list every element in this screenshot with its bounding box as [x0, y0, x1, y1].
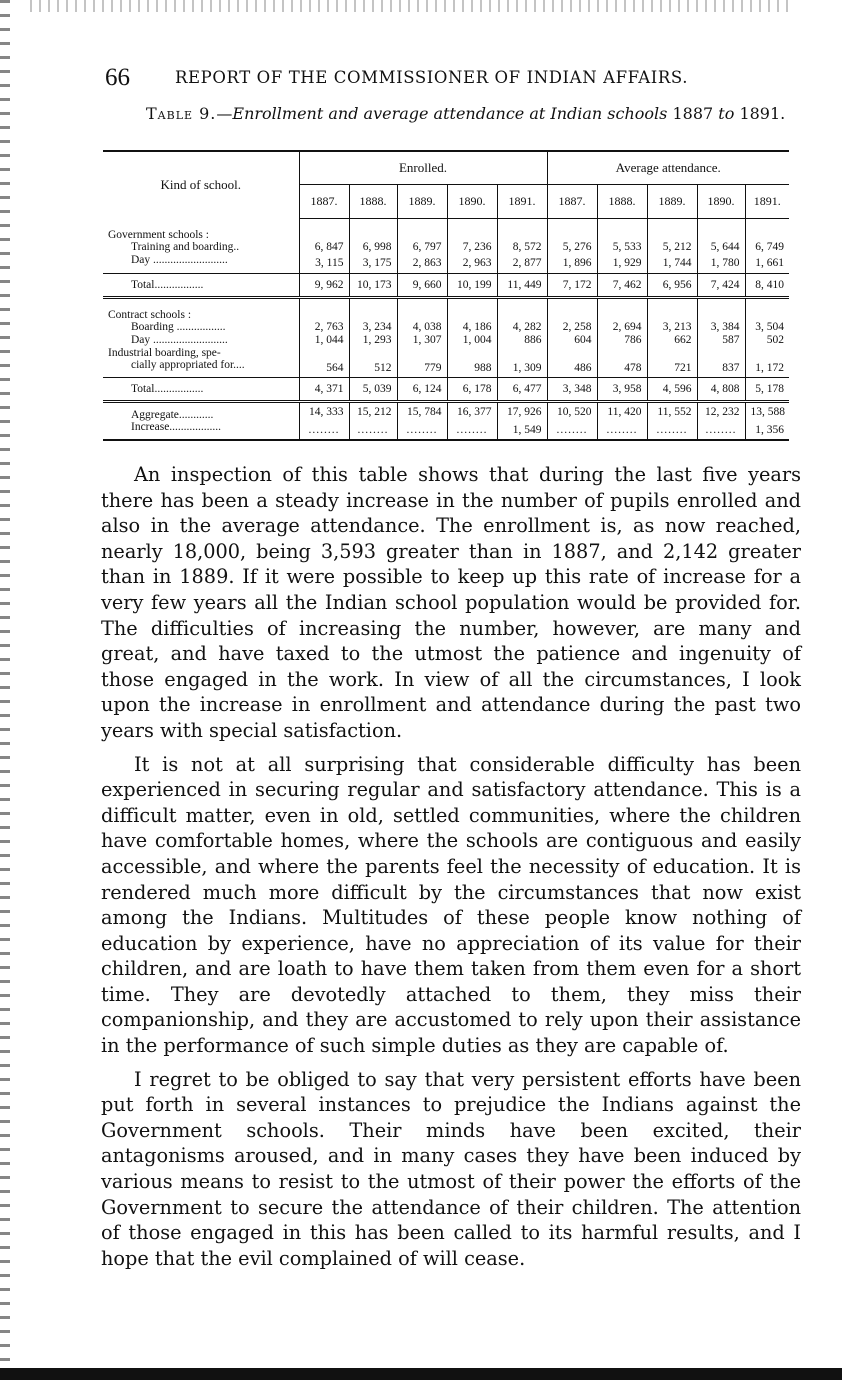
table-cell	[745, 219, 789, 241]
section-heading: Contract schools :	[108, 308, 192, 321]
caption-label: Table 9.	[146, 104, 217, 123]
table-cell: 2, 877	[497, 254, 547, 274]
table-cell	[697, 219, 745, 241]
caption-to: to	[718, 104, 735, 123]
total-row	[103, 273, 789, 297]
table-cell: 1, 309	[497, 359, 547, 378]
table-cell: ........	[349, 421, 397, 440]
caption-dash: —	[216, 104, 233, 123]
row-label: Training and boarding..	[131, 240, 240, 253]
page-header	[105, 60, 745, 100]
caption-title: Enrollment and average attendance at Indian schools	[232, 104, 668, 123]
table-cell: 1, 307	[397, 334, 447, 347]
table-cell: 6, 956	[647, 273, 697, 297]
table-cell: 4, 282	[497, 321, 547, 334]
table-cell: 1, 929	[597, 254, 647, 274]
table-cell: ........	[447, 421, 497, 440]
table-cell: 1, 661	[745, 254, 789, 274]
table-cell: 779	[397, 359, 447, 378]
section-heading-row	[103, 219, 789, 241]
table-cell: 2, 763	[299, 321, 349, 334]
table-cell: 502	[745, 334, 789, 347]
table-cell: 4, 038	[397, 321, 447, 334]
table-cell: 9, 660	[397, 273, 447, 297]
year-header: 1891.	[745, 185, 789, 219]
table-cell: 6, 847	[299, 241, 349, 254]
table-caption	[146, 104, 785, 123]
table-cell: 15, 784	[397, 401, 447, 421]
label-row	[103, 347, 789, 359]
table-cell: 1, 356	[745, 421, 789, 440]
table-cell: 13, 588	[745, 401, 789, 421]
table-cell	[647, 347, 697, 359]
table-cell: 2, 863	[397, 254, 447, 274]
table-cell: 3, 384	[697, 321, 745, 334]
table-cell: 2, 694	[597, 321, 647, 334]
table-cell: 10, 173	[349, 273, 397, 297]
table-row	[103, 254, 789, 274]
table-cell	[397, 297, 447, 321]
table-cell: 6, 998	[349, 241, 397, 254]
total-row	[103, 377, 789, 401]
scan-bottom-edge	[0, 1368, 842, 1380]
table-cell: 7, 236	[447, 241, 497, 254]
year-header: 1891.	[497, 185, 547, 219]
table-cell	[597, 297, 647, 321]
table-row	[103, 334, 789, 347]
table-cell: 564	[299, 359, 349, 378]
table-cell: 3, 348	[547, 377, 597, 401]
body-text	[101, 462, 801, 1279]
table-cell: 8, 410	[745, 273, 789, 297]
table-cell: ........	[597, 421, 647, 440]
table-cell	[547, 219, 597, 241]
year-header: 1887.	[299, 185, 349, 219]
table-cell: 11, 552	[647, 401, 697, 421]
increase-label: Increase..................	[103, 421, 299, 440]
year-header: 1888.	[597, 185, 647, 219]
table-cell: 4, 371	[299, 377, 349, 401]
table-cell: 5, 212	[647, 241, 697, 254]
table-cell	[397, 347, 447, 359]
table-cell: 7, 424	[697, 273, 745, 297]
header-enrolled: Enrolled.	[299, 152, 547, 185]
row-label: cially appropriated for....	[131, 358, 245, 371]
table-cell: 9, 962	[299, 273, 349, 297]
table-cell: 5, 178	[745, 377, 789, 401]
enrollment-table	[103, 150, 789, 441]
table-cell	[597, 219, 647, 241]
table-cell: ........	[547, 421, 597, 440]
aggregate-row	[103, 401, 789, 421]
caption-year-from: 1887	[672, 104, 714, 123]
table-row	[103, 241, 789, 254]
table-cell: ........	[697, 421, 745, 440]
table-cell: 11, 449	[497, 273, 547, 297]
table-cell: 604	[547, 334, 597, 347]
section-heading-row	[103, 297, 789, 321]
table-cell: 11, 420	[597, 401, 647, 421]
table-cell: 4, 596	[647, 377, 697, 401]
year-header: 1888.	[349, 185, 397, 219]
table-cell: 1, 780	[697, 254, 745, 274]
table-cell: 1, 744	[647, 254, 697, 274]
table-cell: 662	[647, 334, 697, 347]
table-cell: 10, 199	[447, 273, 497, 297]
table-cell	[497, 297, 547, 321]
table-cell: 7, 172	[547, 273, 597, 297]
table-cell: 1, 044	[299, 334, 349, 347]
table-cell	[447, 219, 497, 241]
paragraph: It is not at all surprising that considerable difficulty has been experienced in securing regular and satisfactory attendance. This is a difficult matter, even in old, settled communities, where the children have comfortable homes, where the schools are contiguous and easily accessible, and where the parents feel the necessity of education. It is rendered much more difficult by the circumstances that now exist among the Indians. Multitudes of these people know nothing of education by experience, have no appreciation of its value for their children, and are loath to have them taken from them even for a short time. They are devotedly attached to them, they miss their companionship, and they are accustomed to rely upon their assistance in the performance of such simple duties as they are capable of.	[101, 752, 801, 1058]
table-cell: ........	[397, 421, 447, 440]
table-cell: 1, 172	[745, 359, 789, 378]
scan-edge-noise	[0, 0, 10, 1380]
header-average-attendance: Average attendance.	[547, 152, 789, 185]
year-header: 1889.	[397, 185, 447, 219]
header-kind-of-school: Kind of school.	[160, 177, 242, 193]
page-number: 66	[105, 64, 130, 91]
table-cell: 3, 958	[597, 377, 647, 401]
table-cell	[497, 347, 547, 359]
table-cell	[697, 297, 745, 321]
table-cell: 4, 808	[697, 377, 745, 401]
table-cell: 721	[647, 359, 697, 378]
table-cell	[299, 297, 349, 321]
table-cell: 886	[497, 334, 547, 347]
table-cell	[745, 297, 789, 321]
paragraph: I regret to be obliged to say that very persistent efforts have been put forth in several instances to prejudice the Indians against the Government schools. Their minds have been excited, their antagonisms aroused, and in many cases they have been induced by various means to resist to the utmost of their power the efforts of the Government to secure the attendance of their children. The attention of those engaged in this has been called to its harmful results, and I hope that the evil complained of will cease.	[101, 1067, 801, 1270]
table-cell: 1, 004	[447, 334, 497, 347]
year-header: 1890.	[447, 185, 497, 219]
table-cell: 1, 293	[349, 334, 397, 347]
table-cell: 1, 896	[547, 254, 597, 274]
table-cell: 837	[697, 359, 745, 378]
table-cell: 478	[597, 359, 647, 378]
table-cell	[647, 297, 697, 321]
table-cell: 6, 749	[745, 241, 789, 254]
table-cell: 5, 533	[597, 241, 647, 254]
table-cell	[547, 297, 597, 321]
table-cell: 4, 186	[447, 321, 497, 334]
row-label: Day ..........................	[131, 253, 228, 266]
table-cell	[697, 347, 745, 359]
table-cell: ........	[299, 421, 349, 440]
table-cell: 988	[447, 359, 497, 378]
row-label: Boarding .................	[131, 320, 226, 333]
table-cell	[349, 219, 397, 241]
table-cell: 14, 333	[299, 401, 349, 421]
table-cell: 1, 549	[497, 421, 547, 440]
table-cell: 7, 462	[597, 273, 647, 297]
table-cell: 17, 926	[497, 401, 547, 421]
table-cell: 6, 124	[397, 377, 447, 401]
table-cell	[745, 347, 789, 359]
table-cell: 6, 477	[497, 377, 547, 401]
year-header: 1890.	[697, 185, 745, 219]
year-header: 1887.	[547, 185, 597, 219]
table-cell: 12, 232	[697, 401, 745, 421]
table-cell: 5, 644	[697, 241, 745, 254]
table-cell: 2, 258	[547, 321, 597, 334]
year-header: 1889.	[647, 185, 697, 219]
table-cell: 486	[547, 359, 597, 378]
table-cell: 8, 572	[497, 241, 547, 254]
table-cell: 5, 039	[349, 377, 397, 401]
table-cell: 3, 234	[349, 321, 397, 334]
table-row	[103, 359, 789, 378]
table-cell	[497, 219, 547, 241]
table-cell	[349, 347, 397, 359]
table-cell: 3, 175	[349, 254, 397, 274]
table-cell: 2, 963	[447, 254, 497, 274]
row-label: Industrial boarding, spe-	[108, 346, 221, 359]
table-cell: 3, 115	[299, 254, 349, 274]
total-label: Total.................	[103, 377, 299, 401]
table-cell	[447, 347, 497, 359]
table-cell	[447, 297, 497, 321]
increase-row	[103, 421, 789, 440]
total-label: Total.................	[103, 273, 299, 297]
running-head: REPORT OF THE COMMISSIONER OF INDIAN AFFAIRS.	[175, 68, 689, 87]
table-cell: 16, 377	[447, 401, 497, 421]
table-cell	[547, 347, 597, 359]
table-cell: 5, 276	[547, 241, 597, 254]
table-cell	[647, 219, 697, 241]
table-cell	[299, 347, 349, 359]
table-cell: 512	[349, 359, 397, 378]
caption-year-to: 1891.	[739, 104, 786, 123]
table-cell: 6, 797	[397, 241, 447, 254]
table-row	[103, 321, 789, 334]
scan-top-noise	[30, 0, 790, 12]
table-cell: 3, 504	[745, 321, 789, 334]
aggregate-label: Aggregate............	[131, 408, 214, 421]
paragraph: An inspection of this table shows that during the last five years there has been a steady increase in the number of pupils enrolled and also in the average attendance. The enrollment is, as now reached, nearly 18,000, being 3,593 greater than in 1887, and 2,142 greater than in 1889. If it were possible to keep up this rate of increase for a very few years all the Indian school population would be provided for. The difficulties of increasing the number, however, are many and great, and have taxed to the utmost the patience and ingenuity of those engaged in the work. In view of all the circumstances, I look upon the increase in enrollment and attendance during the past two years with special satisfaction.	[101, 463, 801, 742]
table-cell: 10, 520	[547, 401, 597, 421]
table-cell: 786	[597, 334, 647, 347]
table-cell	[397, 219, 447, 241]
row-label: Day ..........................	[131, 333, 228, 346]
table-cell: ........	[647, 421, 697, 440]
table-cell	[299, 219, 349, 241]
table-cell	[597, 347, 647, 359]
table-cell: 15, 212	[349, 401, 397, 421]
table-cell: 3, 213	[647, 321, 697, 334]
table-cell: 587	[697, 334, 745, 347]
table-cell	[349, 297, 397, 321]
table-cell: 6, 178	[447, 377, 497, 401]
section-heading: Government schools :	[108, 228, 209, 241]
table-body	[103, 219, 789, 440]
